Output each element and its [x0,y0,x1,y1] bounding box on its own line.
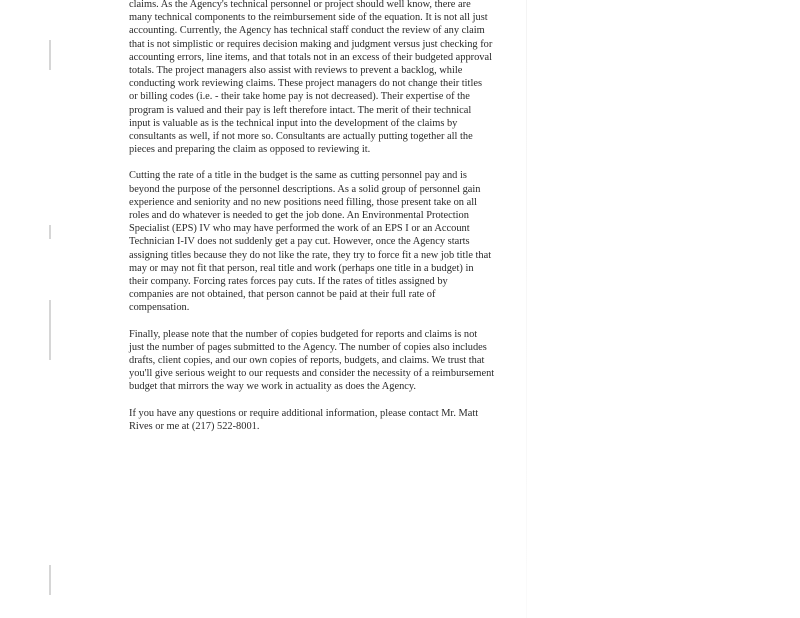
scan-edge-mark [49,225,51,239]
paragraph-claims-review: claims. As the Agency's technical personnel or project should well know, there are many technical components to the reimbursement side of the equation. It is not all just accounting. Currently, the Agency has technical staff conduct the review of any claim that is not simplistic or requires decision making and judgment versus just checking for accounting errors, line items, and that totals not in an excess of their budgeted approval totals. The project managers also assist with reviews to prevent a backlog, while conducting work reviewing claims. These project managers do not change their titles or billing codes (i.e. - their take home pay is not decreased). Their expertise of the program is valued and their pay is left therefore intact. The merit of their technical input is valuable as is the technical input into the development of the claims by consultants as well, if not more so. Consultants are actually putting together all the pieces and preparing the claim as opposed to reviewing it. [129,0,493,156]
scan-edge-mark [49,565,51,595]
paragraph-title-rates: Cutting the rate of a title in the budget is the same as cutting personnel pay and is beyond the purpose of the personnel descriptions. As a solid group of personnel gain experience and seniority and no new positions need filling, those present take on all roles and do whatever is needed to get the job done. An Environmental Protection Specialist (EPS) IV who may have performed the work of an EPS I or an Account Technician I-IV does not suddenly get a pay cut. However, once the Agency starts assigning titles because they do not like the rate, they try to force fit a new job title that may or may not fit that person, real title and work (perhaps one title in a budget) in their company. Forcing rates forces pay cuts. If the rates of titles assigned by companies are not obtained, that person cannot be paid at their full rate of compensation. [129,170,492,314]
scan-edge-mark [49,300,51,360]
page-edge-shadow [526,0,527,618]
letter-body [129,0,521,446]
scan-edge-mark [49,40,51,70]
paragraph-copies: Finally, please note that the number of copies budgeted for reports and claims is not just the number of pages submitted to the Agency. The number of copies also includes drafts, client copies, and our own copies of reports, budgets, and claims. We trust that you'll give serious weight to our requests and consider the necessity of a reimbursement budget that mirrors the way we work in actuality as does the Agency. [129,328,495,393]
paragraph-contact: If you have any questions or require additional information, please contact Mr. Matt Rives or me at (217) 522-8001. [129,407,479,432]
